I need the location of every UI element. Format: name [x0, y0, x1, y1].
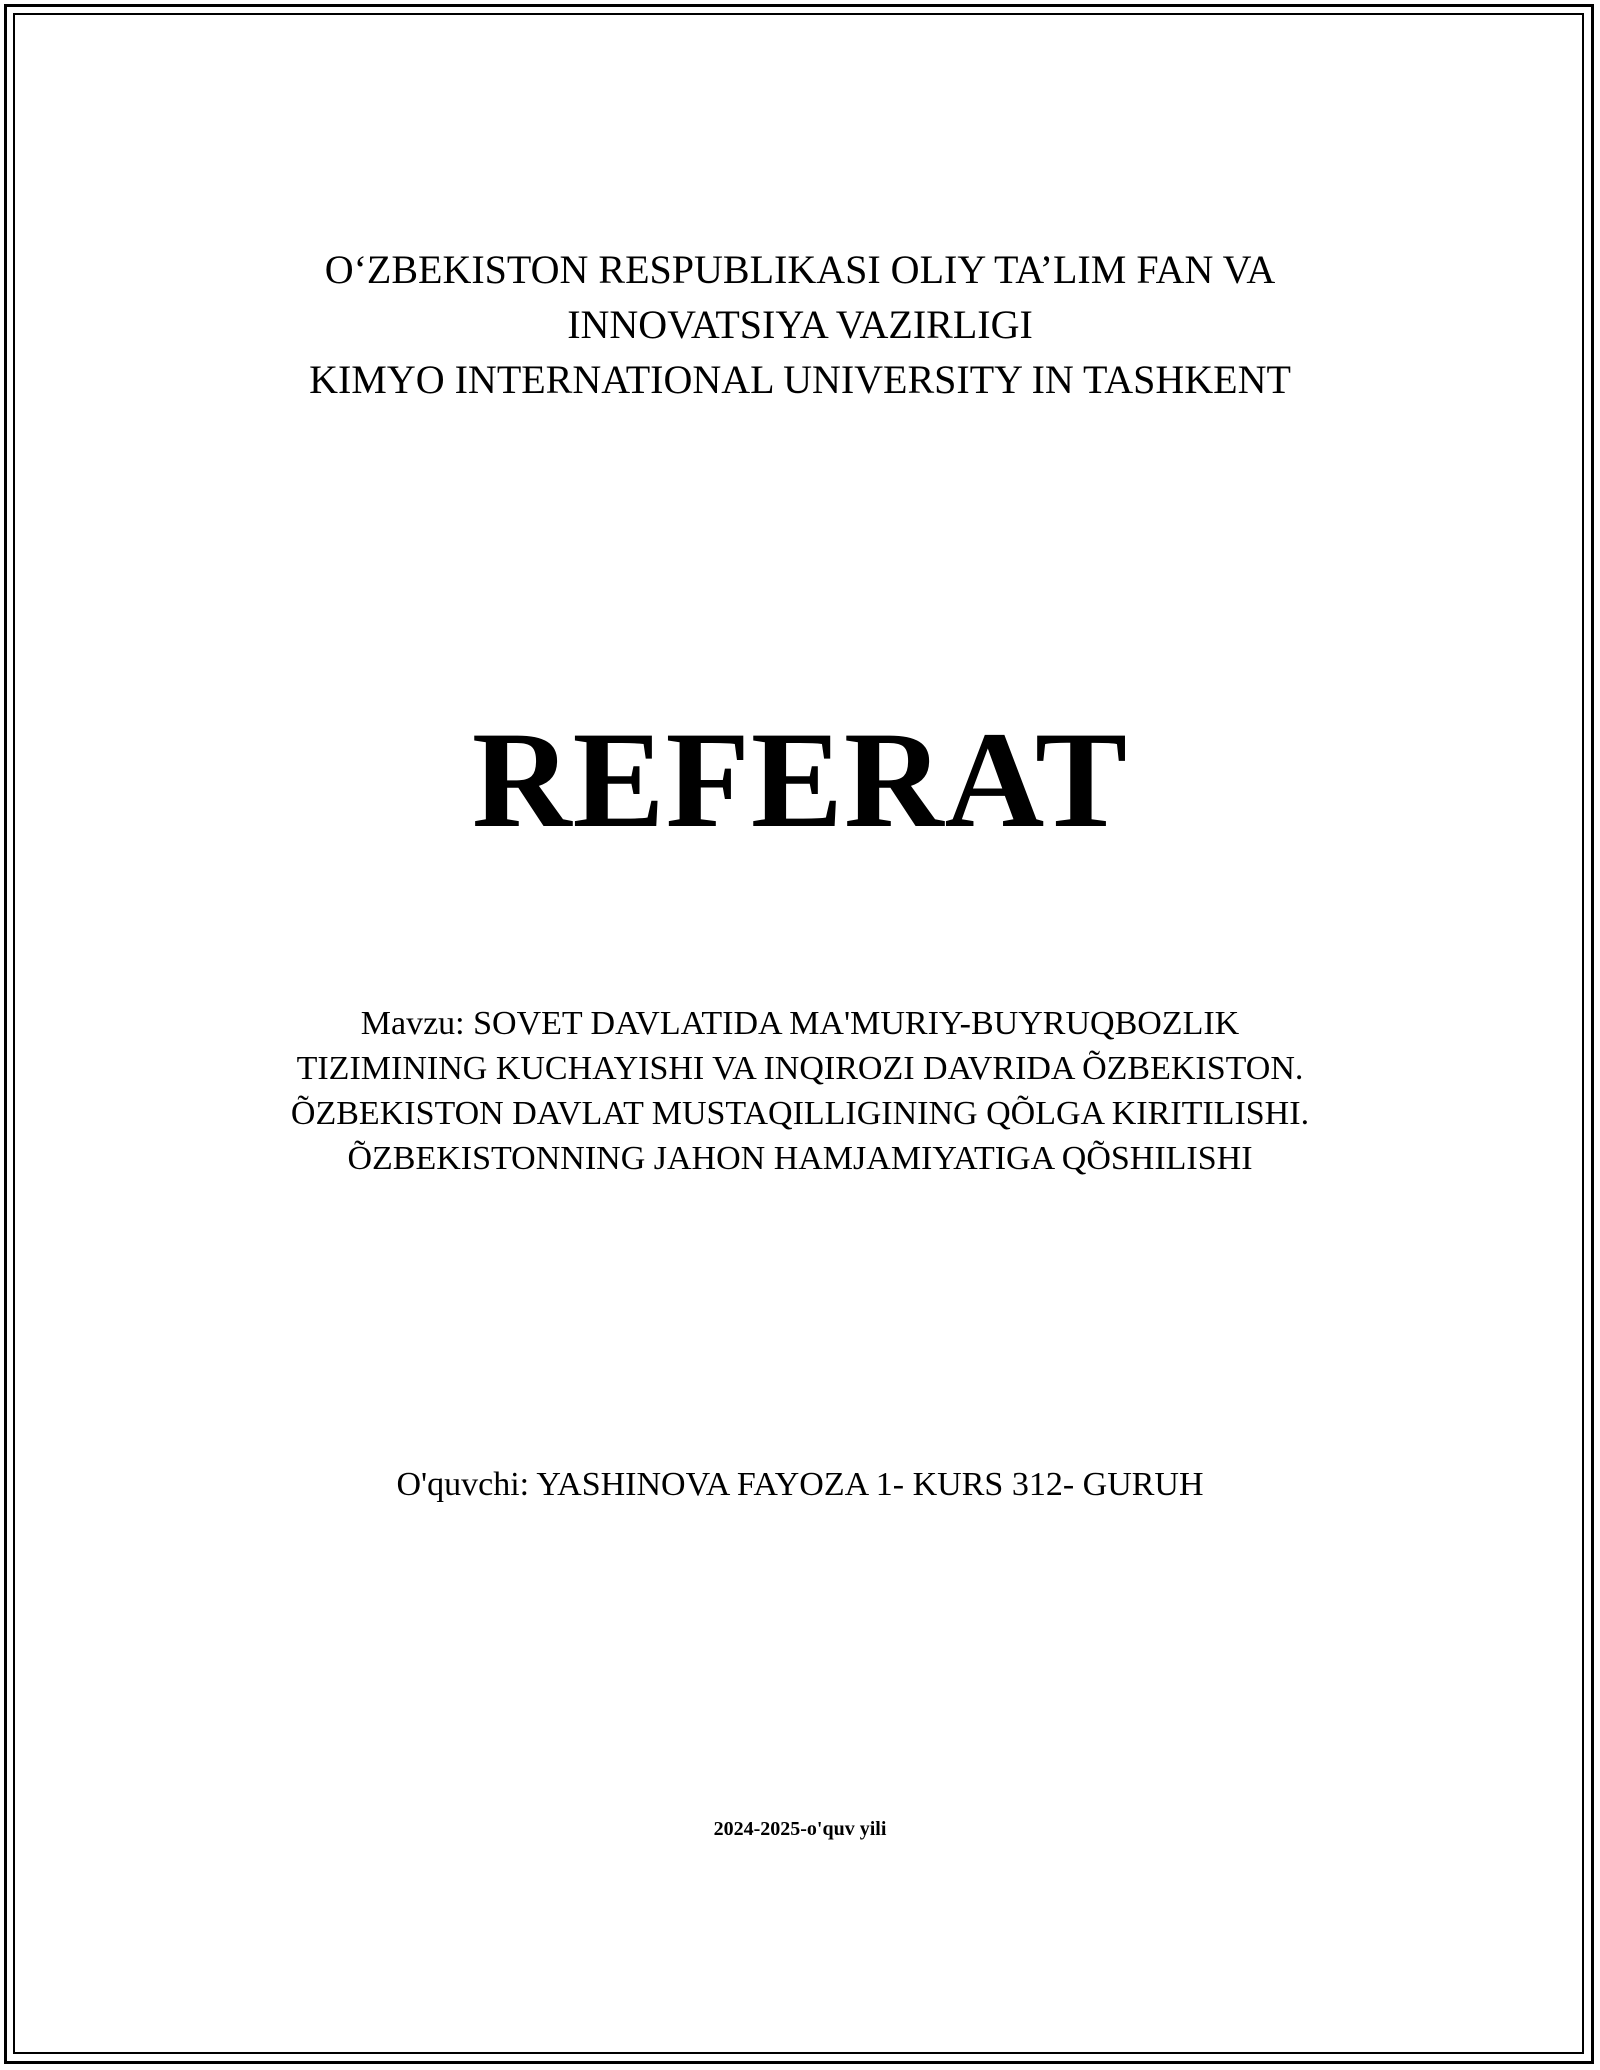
institution-header [0, 242, 1600, 407]
header-line-1: O‘ZBEKISTON RESPUBLIKASI OLIY TA’LIM FAN VA [324, 247, 1276, 292]
topic-line-4: ÕZBEKISTONNING JAHON HAMJAMIYATIGA QÕSHILISHI [347, 1140, 1253, 1177]
topic-block [0, 1001, 1600, 1181]
header-line-3: KIMYO INTERNATIONAL UNIVERSITY IN TASHKENT [309, 357, 1291, 402]
document-title: REFERAT [471, 703, 1129, 856]
topic-line-1: Mavzu: SOVET DAVLATIDA MA'MURIY-BUYRUQBOZLIK [360, 1005, 1240, 1042]
topic-line-3: ÕZBEKISTON DAVLAT MUSTAQILLIGINING QÕLGA KIRITILISHI. [290, 1095, 1310, 1132]
topic-line-2: TIZIMINING KUCHAYISHI VA INQIROZI DAVRIDA ÕZBEKISTON. [296, 1050, 1304, 1087]
academic-year: 2024-2025-o'quv yili [713, 1818, 887, 1840]
header-line-2: INNOVATSIYA VAZIRLIGI [567, 302, 1033, 347]
student-info: O'quvchi: YASHINOVA FAYOZA 1- KURS 312- GURUH [396, 1466, 1204, 1503]
